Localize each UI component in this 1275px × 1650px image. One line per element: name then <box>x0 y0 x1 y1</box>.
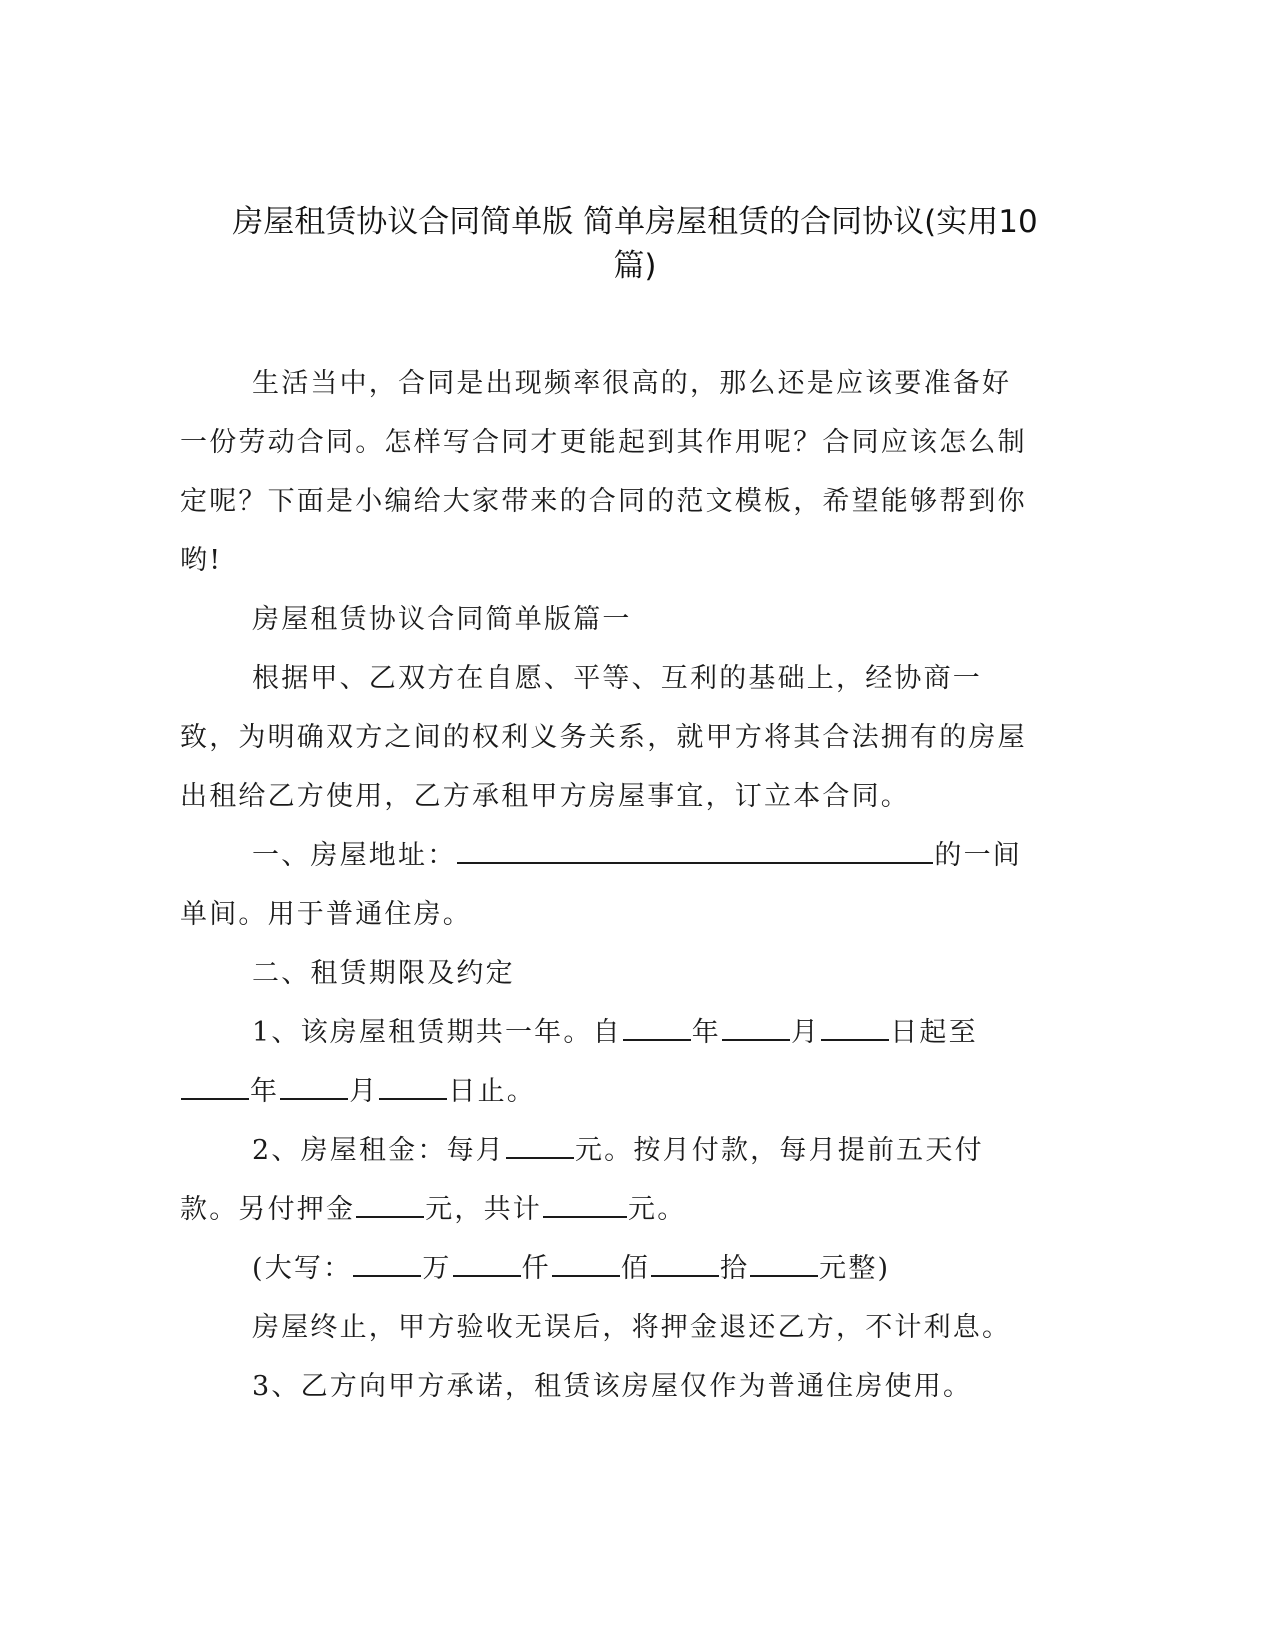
clause-term <box>180 1003 1040 1121</box>
title-line-2: 篇) <box>613 248 657 284</box>
end-day-blank <box>379 1076 447 1100</box>
section-heading: 房屋租赁协议合同简单版篇一 <box>252 604 632 635</box>
rent-prefix: 2、房屋租金：每月 <box>252 1135 505 1166</box>
bai-blank <box>552 1253 620 1277</box>
deposit-return-paragraph: 房屋终止，甲方验收无误后，将押金退还乙方，不计利息。 <box>252 1312 1012 1343</box>
term-year-1: 年 <box>691 1017 721 1048</box>
capital-yuan: 元整) <box>819 1253 891 1284</box>
end-year-blank <box>181 1076 249 1100</box>
clause-capital-amount <box>180 1239 1040 1298</box>
term-year-2: 年 <box>250 1076 280 1107</box>
term-prefix: 1、该房屋租赁期共一年。自 <box>252 1017 622 1048</box>
rent-total-label: 元，共计 <box>425 1194 543 1225</box>
document-title <box>175 200 1095 288</box>
start-year-blank <box>623 1017 691 1041</box>
term-day-1: 日起至 <box>890 1017 978 1048</box>
title-line-1: 房屋租赁协议合同简单版 简单房屋租赁的合同协议(实用10 <box>232 204 1038 240</box>
rent-middle: 元。按月付款，每月提前五天付款。另付押金 <box>180 1135 984 1225</box>
yuan-blank <box>750 1253 818 1277</box>
term-day-2: 日止。 <box>448 1076 537 1107</box>
start-month-blank <box>722 1017 790 1041</box>
clause-rent <box>180 1121 1040 1239</box>
clause-address-suffix: 的一间单间。用于普通住房。 <box>180 840 1023 930</box>
rent-end: 元。 <box>628 1194 687 1225</box>
wan-blank <box>353 1253 421 1277</box>
capital-qian: 仟 <box>521 1253 551 1284</box>
capital-bai: 佰 <box>620 1253 650 1284</box>
capital-wan: 万 <box>422 1253 452 1284</box>
clause-term-heading: 二、租赁期限及约定 <box>252 958 515 989</box>
start-day-blank <box>821 1017 889 1041</box>
clause-address-prefix: 一、房屋地址： <box>252 840 457 871</box>
clause-address <box>180 826 1040 944</box>
total-blank <box>543 1194 627 1218</box>
term-month-1: 月 <box>790 1017 821 1048</box>
address-blank <box>457 840 933 864</box>
end-month-blank <box>280 1076 348 1100</box>
document-body <box>180 354 1040 1416</box>
capital-shi: 拾 <box>719 1253 750 1284</box>
clause-usage: 3、乙方向甲方承诺，租赁该房屋仅作为普通住房使用。 <box>252 1371 973 1402</box>
intro-paragraph: 生活当中，合同是出现频率很高的，那么还是应该要准备好一份劳动合同。怎样写合同才更能起到其作用呢？合同应该怎么制定呢？下面是小编给大家带来的合同的范文模板，希望能够帮到你哟! <box>180 368 1027 576</box>
term-month-2: 月 <box>349 1076 379 1107</box>
shi-blank <box>651 1253 719 1277</box>
capital-prefix: (大写： <box>252 1253 353 1284</box>
monthly-rent-blank <box>506 1135 574 1159</box>
preamble-paragraph: 根据甲、乙双方在自愿、平等、互利的基础上，经协商一致，为明确双方之间的权利义务关系，就甲方将其合法拥有的房屋出租给乙方使用，乙方承租甲方房屋事宜，订立本合同。 <box>180 663 1027 812</box>
deposit-blank <box>356 1194 424 1218</box>
qian-blank <box>453 1253 521 1277</box>
